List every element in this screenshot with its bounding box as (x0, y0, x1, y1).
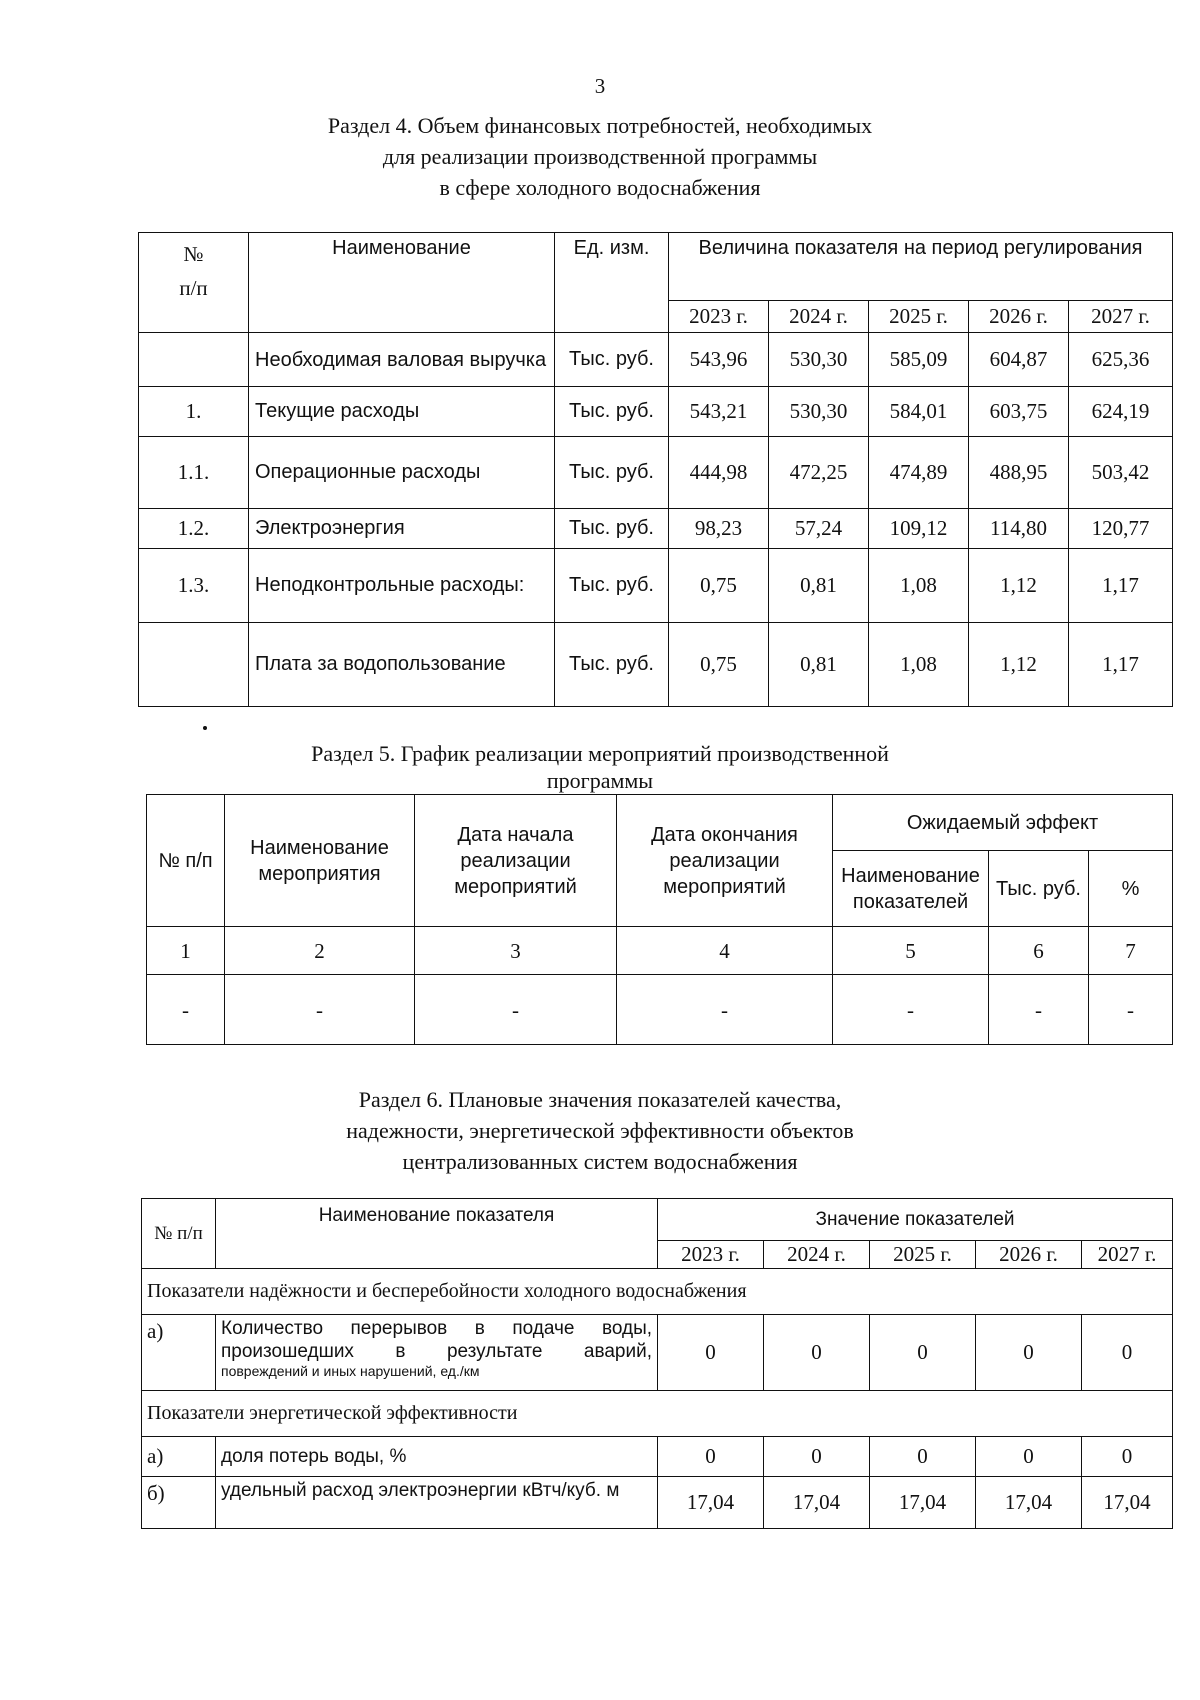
header-value: Значение показателей (658, 1199, 1173, 1241)
empty-cell: - (989, 975, 1089, 1045)
row-name: Электроэнергия (249, 509, 555, 549)
row-value: 17,04 (870, 1477, 976, 1529)
row-value: 0 (976, 1437, 1082, 1477)
row-num (139, 333, 249, 387)
column-number: 2 (225, 927, 415, 975)
row-value: 603,75 (969, 387, 1069, 437)
row-value: 0 (1082, 1315, 1173, 1391)
empty-cell: - (415, 975, 617, 1045)
empty-cell: - (833, 975, 989, 1045)
table-row (139, 623, 1173, 707)
row-num: 1.3. (139, 549, 249, 623)
row-value: 472,25 (769, 437, 869, 509)
group-heading-energy: Показатели энергетической эффективности (142, 1391, 1173, 1437)
row-name: Неподконтрольные расходы: (249, 549, 555, 623)
empty-cell: - (617, 975, 833, 1045)
column-number: 1 (147, 927, 225, 975)
table-row (139, 387, 1173, 437)
header-num: № п/п (142, 1199, 216, 1269)
section5-title (0, 738, 1200, 793)
row-name: Операционные расходы (249, 437, 555, 509)
row-value: 0 (976, 1315, 1082, 1391)
row-value: 624,19 (1069, 387, 1173, 437)
table-row (147, 975, 1173, 1045)
row-unit: Тыс. руб. (555, 437, 669, 509)
row-value: 0 (764, 1437, 870, 1477)
row-name-cell (216, 1315, 658, 1391)
row-num: б) (142, 1477, 216, 1529)
header-year: 2024 г. (769, 301, 869, 333)
row-value: 0,81 (769, 549, 869, 623)
section5-title-line: программы (546, 768, 654, 793)
header-year: 2025 г. (869, 301, 969, 333)
column-number: 7 (1089, 927, 1173, 975)
section4-title (0, 110, 1200, 203)
section6-title-line: Раздел 6. Плановые значения показателей качества, (358, 1087, 842, 1112)
row-value: 17,04 (764, 1477, 870, 1529)
row-num: а) (142, 1315, 216, 1391)
column-number: 6 (989, 927, 1089, 975)
row-value: 57,24 (769, 509, 869, 549)
row-value: 1,17 (1069, 623, 1173, 707)
section4-title-line: Раздел 4. Объем финансовых потребностей, необходимых (327, 113, 873, 138)
row-value: 1,17 (1069, 549, 1173, 623)
row-value: 98,23 (669, 509, 769, 549)
header-unit: Ед. изм. (555, 233, 669, 333)
row-unit: Тыс. руб. (555, 387, 669, 437)
header-num: № п/п (139, 233, 249, 333)
section4-title-line: в сфере холодного водоснабжения (439, 175, 761, 200)
row-name: Текущие расходы (249, 387, 555, 437)
row-value: 488,95 (969, 437, 1069, 509)
section5-title-line: Раздел 5. График реализации мероприятий производственной (311, 741, 889, 766)
row-name: удельный расход электроэнергии кВтч/куб. м (216, 1477, 658, 1529)
table-row (142, 1437, 1173, 1477)
row-value: 1,08 (869, 623, 969, 707)
row-value: 0 (764, 1315, 870, 1391)
stray-dot (203, 726, 207, 730)
header-percent: % (1089, 851, 1173, 927)
page-number: 3 (594, 74, 606, 98)
header-year: 2023 г. (669, 301, 769, 333)
row-name-small: повреждений и иных нарушений, ед./км (221, 1363, 480, 1379)
header-year: 2024 г. (764, 1241, 870, 1269)
row-value: 444,98 (669, 437, 769, 509)
row-value: 0 (1082, 1437, 1173, 1477)
header-year: 2026 г. (969, 301, 1069, 333)
row-value: 0,81 (769, 623, 869, 707)
header-start-date: Дата начала реализации мероприятий (415, 795, 617, 927)
row-num: а) (142, 1437, 216, 1477)
row-value: 585,09 (869, 333, 969, 387)
header-year: 2023 г. (658, 1241, 764, 1269)
header-year: 2026 г. (976, 1241, 1082, 1269)
row-name: доля потерь воды, % (216, 1437, 658, 1477)
row-value: 530,30 (769, 387, 869, 437)
row-unit: Тыс. руб. (555, 549, 669, 623)
row-value: 120,77 (1069, 509, 1173, 549)
row-value: 543,21 (669, 387, 769, 437)
header-rub: Тыс. руб. (989, 851, 1089, 927)
header-name: Наименование (249, 233, 555, 333)
row-value: 604,87 (969, 333, 1069, 387)
row-num: 1. (139, 387, 249, 437)
table-row (139, 509, 1173, 549)
section4-title-line: для реализации производственной программы (382, 144, 818, 169)
row-value: 1,12 (969, 623, 1069, 707)
header-effect: Ожидаемый эффект (833, 795, 1173, 851)
header-year: 2027 г. (1069, 301, 1173, 333)
row-unit: Тыс. руб. (555, 509, 669, 549)
table-row (142, 1477, 1173, 1529)
row-name: Количество перерывов в подаче воды, произошедших в результате аварий, (221, 1318, 652, 1362)
row-value: 0 (658, 1437, 764, 1477)
row-name: Необходимая валовая выручка (249, 333, 555, 387)
group-heading-reliability: Показатели надёжности и бесперебойности холодного водоснабжения (142, 1269, 1173, 1315)
section6-title-line: надежности, энергетической эффективности объектов (346, 1118, 854, 1143)
row-value: 530,30 (769, 333, 869, 387)
table-row (147, 927, 1173, 975)
row-value: 1,12 (969, 549, 1069, 623)
row-value: 0,75 (669, 623, 769, 707)
row-value: 114,80 (969, 509, 1069, 549)
row-value: 0 (870, 1315, 976, 1391)
header-value: Величина показателя на период регулирования (669, 233, 1173, 301)
row-value: 584,01 (869, 387, 969, 437)
row-value: 17,04 (976, 1477, 1082, 1529)
row-value: 17,04 (658, 1477, 764, 1529)
header-end-date: Дата окончания реализации мероприятий (617, 795, 833, 927)
section6-table (141, 1198, 1173, 1529)
header-num: № п/п (147, 795, 225, 927)
row-num: 1.2. (139, 509, 249, 549)
header-year: 2025 г. (870, 1241, 976, 1269)
row-value: 0,75 (669, 549, 769, 623)
header-year: 2027 г. (1082, 1241, 1173, 1269)
row-value: 543,96 (669, 333, 769, 387)
empty-cell: - (147, 975, 225, 1045)
header-name: Наименование мероприятия (225, 795, 415, 927)
row-value: 625,36 (1069, 333, 1173, 387)
table-row (142, 1315, 1173, 1391)
column-number: 4 (617, 927, 833, 975)
section5-table (146, 794, 1173, 1045)
header-name: Наименование показателя (216, 1199, 658, 1269)
empty-cell: - (225, 975, 415, 1045)
column-number: 5 (833, 927, 989, 975)
table-row (139, 549, 1173, 623)
row-unit: Тыс. руб. (555, 333, 669, 387)
row-unit: Тыс. руб. (555, 623, 669, 707)
column-number: 3 (415, 927, 617, 975)
row-num: 1.1. (139, 437, 249, 509)
row-num (139, 623, 249, 707)
row-value: 474,89 (869, 437, 969, 509)
row-value: 109,12 (869, 509, 969, 549)
row-value: 0 (658, 1315, 764, 1391)
section6-title (0, 1084, 1200, 1177)
row-name: Плата за водопользование (249, 623, 555, 707)
row-value: 17,04 (1082, 1477, 1173, 1529)
row-value: 503,42 (1069, 437, 1173, 509)
empty-cell: - (1089, 975, 1173, 1045)
section4-table (138, 232, 1173, 707)
table-row (139, 437, 1173, 509)
row-value: 0 (870, 1437, 976, 1477)
header-indicator: Наименование показателей (833, 851, 989, 927)
row-value: 1,08 (869, 549, 969, 623)
table-row (139, 333, 1173, 387)
section6-title-line: централизованных систем водоснабжения (402, 1149, 798, 1174)
